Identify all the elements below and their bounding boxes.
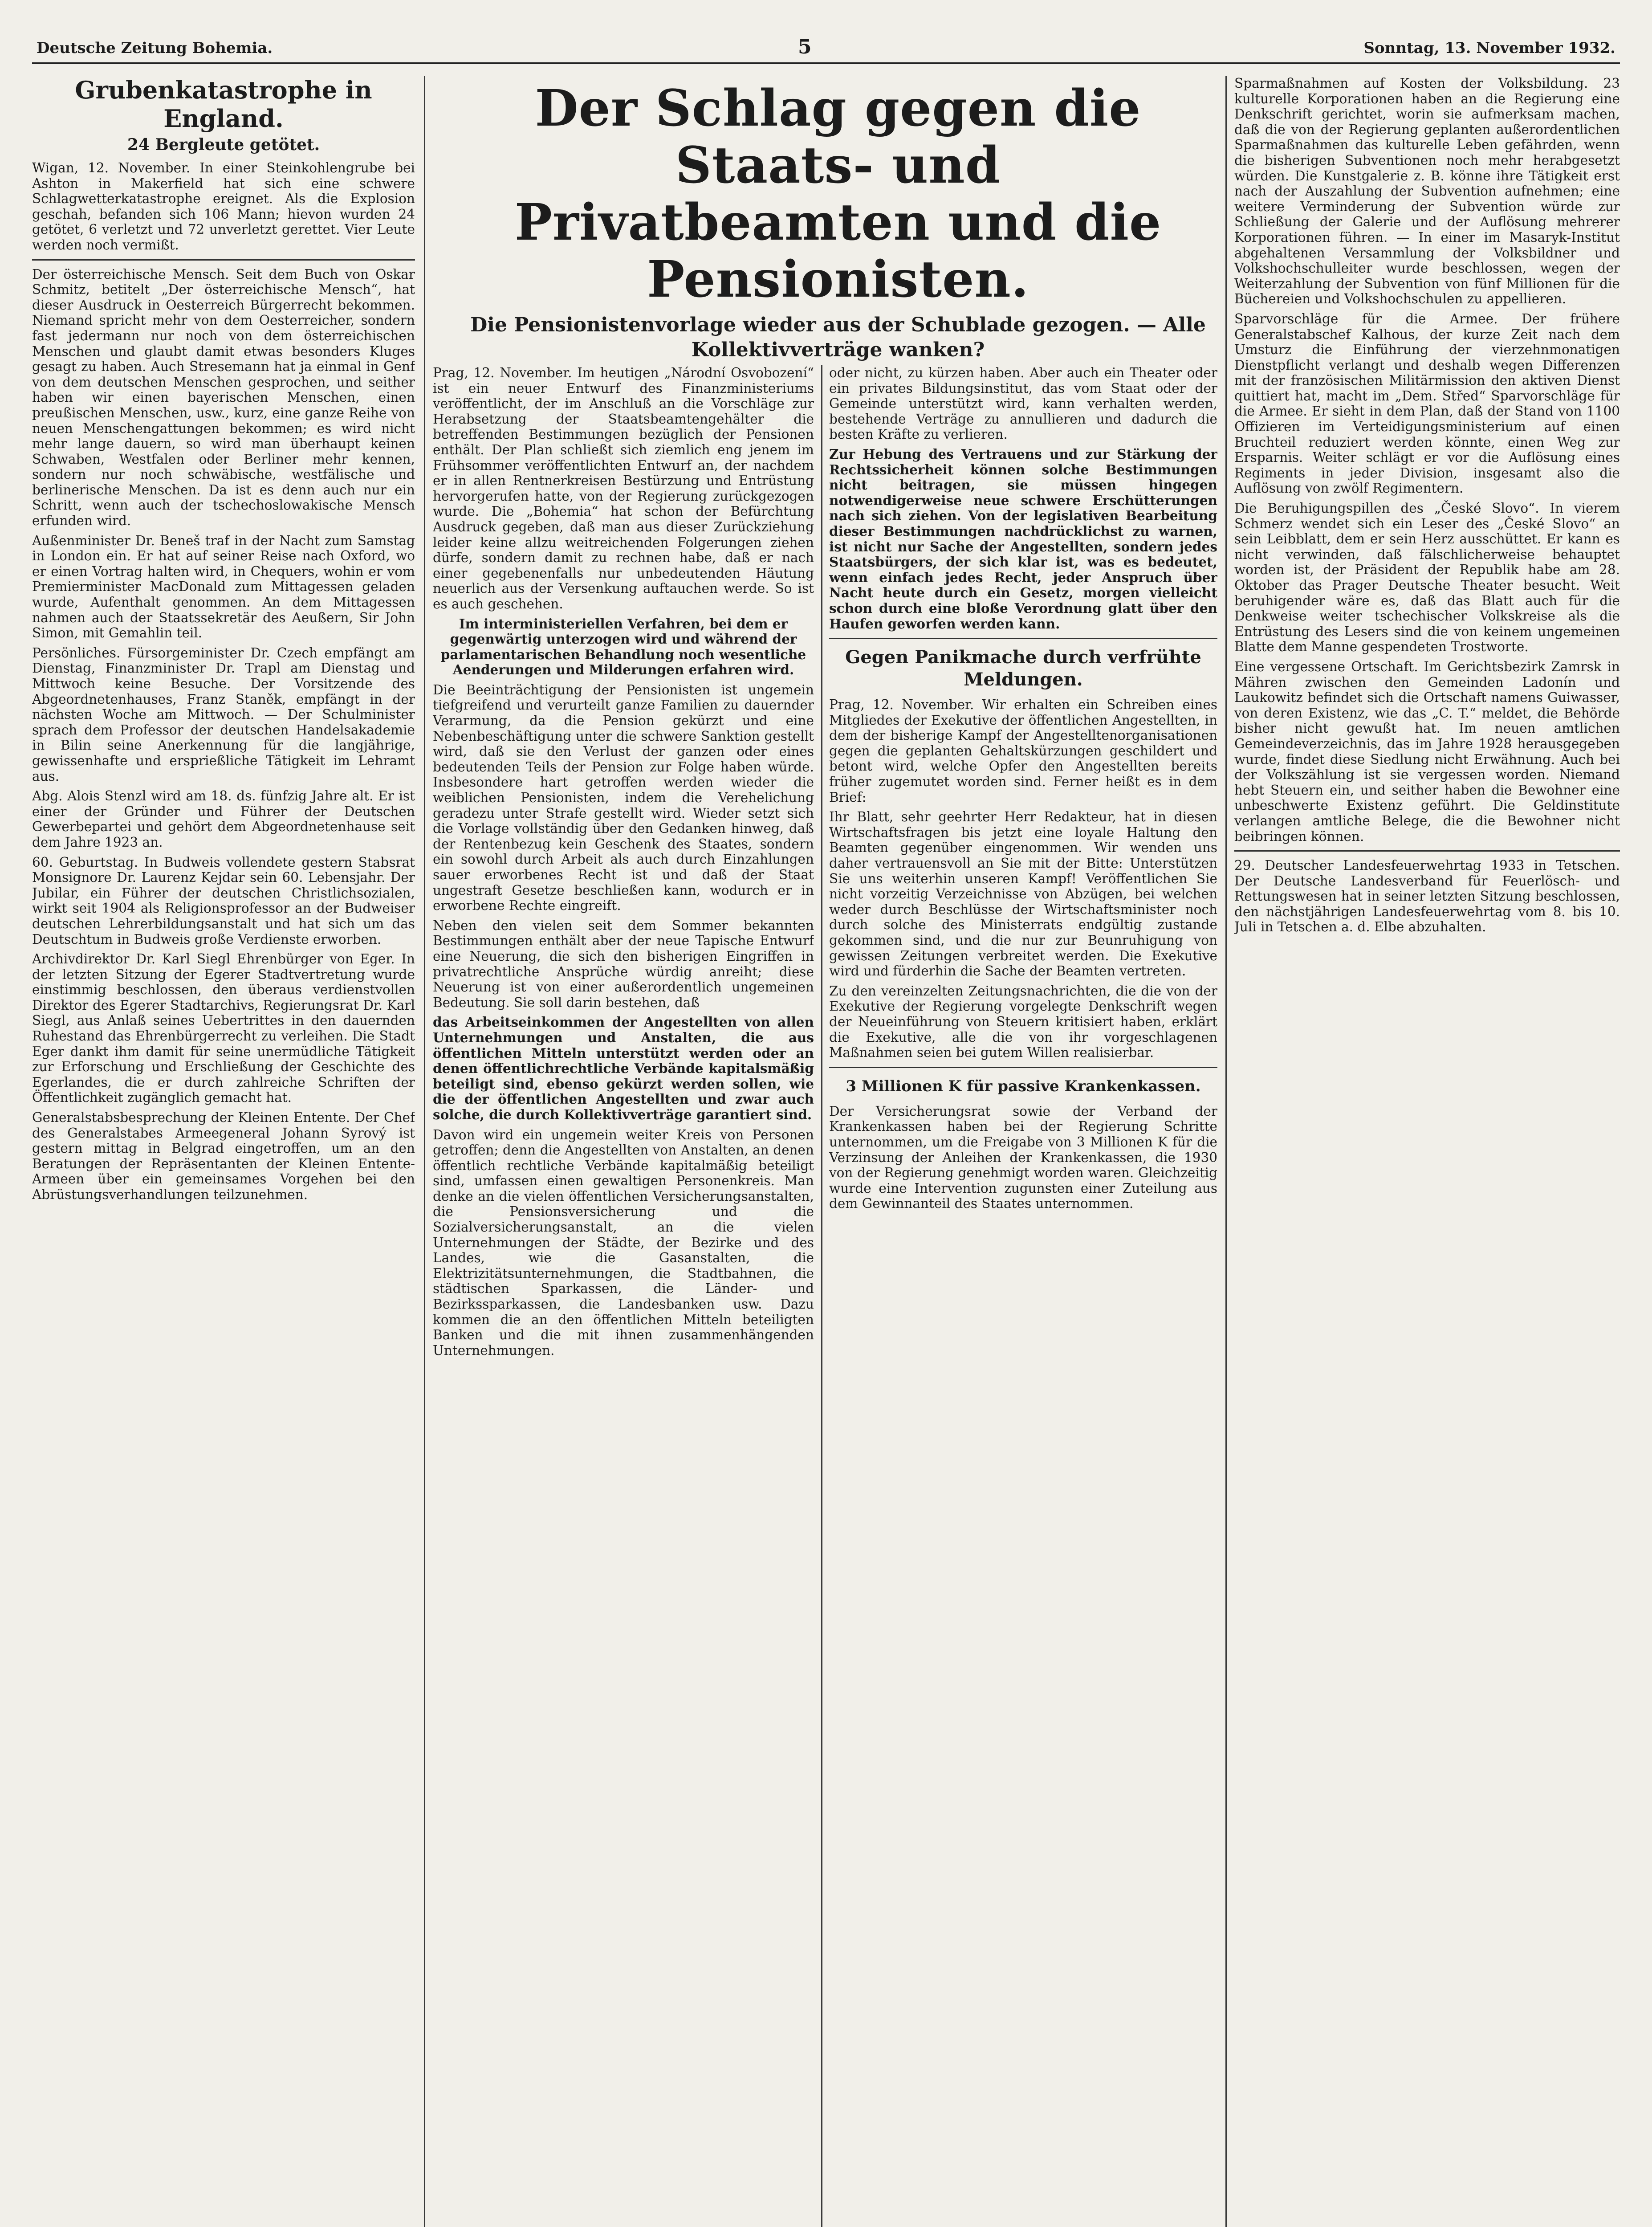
column-rule [424, 76, 425, 2227]
paragraph: Wigan, 12. November. In einer Steinkohlengrube bei Ashton in Makerfield hat sich eine schwere Schlagwetterkatastrophe ereignet. Als die Explosion geschah, befanden sich 106 Mann; hievon wurden 24 getötet, 6 verletzt und 72 unverletzt gerettet. Vier Leute werden noch vermißt. [32, 160, 415, 253]
page-number: 5 [798, 36, 812, 58]
paragraph: Außenminister Dr. Beneš traf in der Nacht zum Samstag in London ein. Er hat auf seiner Reise nach Oxford, wo er einen Vortrag halten wird, in Chequers, wohin er vom Premierminister MacDonald zum Mittagessen geladen wurde, Aufenthalt genommen. An dem Mittagessen nahmen auch der Staatssekretär des Aeußern, Sir John Simon, mit Gemahlin teil. [32, 533, 415, 641]
divider [32, 259, 415, 261]
paragraph: Sparvorschläge für die Armee. Der frühere Generalstabschef Kalhous, der kurze Zeit nach dem Umsturz die Einführung der vierzehnmonatigen Dienstpflicht verlangt und deshalb wegen Differenzen mit der französischen Militärmission den aktiven Dienst quittiert hat, macht im „Dem. Střed“ Sparvorschläge für die Armee. Er sieht in dem Plan, daß der Stand von 1100 Offizieren im Verteidigungsministerium auf einen Bruchteil reduziert werden könnte, einen Weg zur Ersparnis. Weiter schlägt er vor die Auflösung eines Regiments in jeder Division, insgesamt also die Auflösung von zwölf Regimentern. [1234, 311, 1620, 496]
headline-line-1: Der Schlag gegen die Staats- und [535, 79, 1141, 195]
paragraph: Persönliches. Fürsorgeminister Dr. Czech empfängt am Dienstag, Finanzminister Dr. Trapl am Dienstag und Mittwoch keine Besuche. Der Vorsitzende des Abgeordnetenhauses, Franz Staněk, empfängt in der nächsten Woche am Mittwoch. — Der Schulminister sprach dem Professor der deutschen Handelsakademie in Bilin seine Anerkennung für die langjährige, gewissenhafte und ersprießliche Tätigkeit im Lehramt aus. [32, 645, 415, 784]
paragraph: Archivdirektor Dr. Karl Siegl Ehrenbürger von Eger. In der letzten Sitzung der Egerer Stadtvertretung wurde einstimmig beschlossen, den überaus verdienstvollen Direktor des Egerer Stadtarchivs, Regierungsrat Dr. Karl Siegl, aus Anlaß seines Uebertrittes in den dauernden Ruhestand das Ehrenbürgerrecht zu verleihen. Die Stadt Eger dankt ihm damit für seine unermüdliche Tätigkeit zur Erforschung und Erschließung der Geschichte des Egerlandes, die er durch zahlreiche Schriften der Öffentlichkeit zugänglich gemacht hat. [32, 951, 415, 1105]
article-title-panic: Gegen Panikmache durch verfrühte Meldungen. [845, 647, 1201, 690]
column-rule [1225, 76, 1227, 2227]
paragraph: Neben den vielen seit dem Sommer bekannten Bestimmungen enthält aber der neue Tapische Entwurf eine Neuerung, die sich den bisherigen Eingriffen in privatrechtliche Ansprüche würdig anreiht; diese Neuerung ist von einer außerordentlich ungemeinen Bedeutung. Sie soll darin bestehen, daß [433, 918, 814, 1010]
column-2 [433, 365, 814, 2227]
headline-line-2: Privatbeamten und die Pensionisten. [514, 193, 1162, 309]
paragraph: Sparmaßnahmen auf Kosten der Volksbildung. 23 kulturelle Korporationen haben an die Regierung eine Denkschrift gerichtet, worin sie aufmerksam machen, daß die von der Regierung geplanten außerordentlichen Sparmaßnahmen das kulturelle Leben gefährden, wenn die bisherigen Subventionen noch mehr herabgesetzt würden. Die Kunstgalerie z. B. könne ihre Tätigkeit erst nach der Auszahlung der Subvention aufnehmen; eine weitere Verminderung der Subvention würde zur Schließung der Galerie und der Auflösung mehrerer Korporationen führen. — In einer im Masaryk-Institut abgehaltenen Versammlung der Volksbildner und Volkshochschulleiter wurde beschlossen, wegen der Weiterzahlung der Subvention von fünf Millionen für die Büchereien und Volkshochschulen zu appellieren. [1234, 76, 1620, 307]
masthead [32, 27, 1620, 64]
column-4 [1234, 76, 1620, 2227]
paragraph: oder nicht, zu kürzen haben. Aber auch ein Theater oder ein privates Bildungsinstitut, das vom Staat oder der Gemeinde unterstützt wird, kann verhalten werden, bestehende Verträge zu annullieren und dadurch die besten Kräfte zu verlieren. [829, 365, 1217, 442]
newspaper-page [32, 27, 1620, 2227]
paragraph: Die Beruhigungspillen des „České Slovo“. In vierem Schmerz wendet sich ein Leser des „České Slovo“ an sein Leibblatt, dem er sein Herz ausschüttet. Er kann es nicht verwinden, daß fälschlicherweise behauptet worden ist, der Präsident der Republik habe am 28. Oktober das Prager Deutsche Theater besucht. Weit beruhigender wäre es, daß das Blatt auch für die Denkweise weiter tschechischer Volkskreise als die Entrüstung des Lesers sind die von keinem ungemeinen Blatte dem Manne gespendeten Trostworte. [1234, 501, 1620, 655]
masthead-paper-name: Deutsche Zeitung Bohemia. [37, 39, 273, 57]
paragraph: Der Versicherungsrat sowie der Verband der Krankenkassen haben bei der Regierung Schritte unternommen, um die Freigabe von 3 Millionen K für die Verzinsung der Anleihen der Krankenkassen, die 1930 von der Regierung genehmigt worden waren. Gleichzeitig wurde eine Intervention zugunsten einer Zuteilung aus dem Gewinnanteil des Staates unternommen. [829, 1103, 1217, 1211]
paragraph: Ihr Blatt, sehr geehrter Herr Redakteur, hat in diesen Wirtschaftsfragen bis jetzt eine loyale Haltung den Beamten gegenüber eingenommen. Wir wenden uns daher vertrauensvoll an Sie mit der Bitte: Unterstützen Sie uns weiterhin unseren Kampf! Veröffentlichen Sie nicht vorzeitig Verzeichnisse von Abzügen, bei welchen weder durch Beschlüsse der Wirtschaftsminister noch durch solche des Ministerrats endgültig zustande gekommen sind, und die nur zur Beunruhigung von gewissen Zeitungen verbreitet werden. Die Exekutive wird und fürderhin die Sache der Beamten vertreten. [829, 809, 1217, 979]
column-1 [32, 76, 415, 2227]
paragraph: Prag, 12. November. Im heutigen „Národní Osvobození“ ist ein neuer Entwurf des Finanzministeriums veröffentlicht, der im Anschluß an die Vorschläge zur Herabsetzung der Staatsbeamtengehälter die betreffenden Bestimmungen bezüglich der Pensionen enthält. Der Plan schließt sich ziemlich eng jenem im Frühsommer veröffentlichten Entwurf an, der nachdem er in allen Rentnerkreisen Bestürzung und Entrüstung hervorgerufen hatte, von der Regierung zurückgezogen wurde. Die „Bohemia“ hat schon der Befürchtung Ausdruck gegeben, daß man aus dieser Zurückziehung leider keine allzu weitreichenden Folgerungen ziehen dürfe, sondern damit zu rechnen habe, daß er nach einer gegebenenfalls nur unbedeutenden Häutung neuerlich aus der Versenkung auftauchen werde. So ist es auch geschehen. [433, 365, 814, 612]
article-subtitle-mine-disaster: 24 Bergleute getötet. [127, 135, 320, 154]
headline-subtitle: Die Pensionistenvorlage wieder aus der Schublade gezogen. — Alle Kollektivverträge wanken? [470, 314, 1206, 361]
divider [1234, 850, 1620, 852]
paragraph: Davon wird ein ungemein weiter Kreis von Personen getroffen; denn die Angestellten von Anstalten, an denen öffentlich rechtliche Verbände kapitalmäßig beteiligt sind, umfassen einen gewaltigen Personenkreis. Man denke an die vielen öffentlichen Versicherungsanstalten, die Pensionsversicherung und die Sozialversicherungsanstalt, an die vielen Unternehmungen der Städte, der Bezirke und des Landes, wie die Gasanstalten, die Elektrizitätsunternehmungen, die Stadtbahnen, die städtischen Sparkassen, die Länder- und Bezirkssparkassen, die Landesbanken usw. Dazu kommen die an den öffentlichen Mitteln beteiligten Banken und die mit ihnen zusammenhängenden Unternehmungen. [433, 1127, 814, 1358]
main-headline [455, 80, 1221, 363]
paragraph: Der österreichische Mensch. Seit dem Buch von Oskar Schmitz, betitelt „Der österreichische Mensch“, hat dieser Ausdruck in Oesterreich Bürgerrecht bekommen. Niemand spricht mehr von dem Oesterreicher, sondern fast jedermann nur noch von dem österreichischen Menschen und glaubt damit etwas besonders Kluges gesagt zu haben. Auch Stresemann hat ja einmal in Genf von dem deutschen Menschen gesprochen, und seither haben wir einen bayerischen Menschen, einen preußischen Menschen, usw., kurz, eine ganze Reihe von neuen Menschengattungen bekommen; es wird nicht mehr lange dauern, so wird man überhaupt keinen Schwaben, Westfalen oder Berliner mehr kennen, sondern nur noch schwäbische, westfälische und berlinerische Menschen. Da ist es denn auch nur ein Schritt, wenn auch der tschechoslowakische Mensch erfunden wird. [32, 266, 415, 529]
paragraph: Eine vergessene Ortschaft. Im Gerichtsbezirk Zamrsk in Mähren zwischen den Gemeinden Ladonín und Laukowitz befindet sich die Ortschaft namens Guiwasser, von deren Existenz, wie das „C. T.“ meldet, die Behörde bisher nicht gewußt hat. Im neuen amtlichen Gemeindeverzeichnis, das im Jahre 1928 herausgegeben wurde, findet diese Siedlung nicht Erwähnung. Auch bei der Volkszählung ist sie vergessen worden. Niemand hebt Steuern ein, und seither haben die Bewohner eine unbeschwerte Existenz geführt. Die Geldinstitute verlangen amtliche Belege, die die Bewohner nicht beibringen können. [1234, 659, 1620, 844]
column-3 [829, 365, 1217, 2227]
column-rule [821, 365, 822, 2227]
divider [829, 638, 1217, 639]
paragraph: 29. Deutscher Landesfeuerwehrtag 1933 in Tetschen. Der Deutsche Landesverband für Feuerlösch- und Rettungswesen hat in seiner letzten Sitzung beschlossen, den nächstjährigen Landesfeuerwehrtag vom 8. bis 10. Juli in Tetschen a. d. Elbe abzuhalten. [1234, 858, 1620, 935]
masthead-date: Sonntag, 13. November 1932. [1363, 39, 1615, 57]
paragraph-bold: das Arbeitseinkommen der Angestellten von allen Unternehmungen und Anstalten, die aus öffentlichen Mitteln unterstützt werden oder an denen öffentlichrechtliche Verbände kapitalsmäßig beteiligt sind, ebenso gekürzt werden sollen, wie die der öffentlichen Angestellten und zwar auch solche, die durch Kollektivverträge garantiert sind. [433, 1014, 814, 1122]
article-title-health-funds: 3 Millionen K für passive Krankenkassen. [846, 1077, 1201, 1095]
paragraph: Abg. Alois Stenzl wird am 18. ds. fünfzig Jahre alt. Er ist einer der Gründer und Führer der Deutschen Gewerbepartei und gehört dem Abgeordnetenhause seit dem Jahre 1923 an. [32, 788, 415, 850]
paragraph-bold: Zur Hebung des Vertrauens und zur Stärkung der Rechtssicherheit können solche Bestimmungen nicht beitragen, sie müssen hingegen notwendigerweise neue schwere Erschütterungen nach sich ziehen. Von der legislativen Bearbeitung dieser Bestimmungen nachdrücklichst zu warnen, ist nicht nur Sache der Angestellten, sondern jedes Staatsbürgers, der sich klar ist, was es bedeutet, wenn einfach jedes Recht, jeder Anspruch über Nacht heute durch ein Gesetz, morgen vielleicht schon durch eine bloße Verordnung glatt über den Haufen geworfen werden kann. [829, 446, 1217, 632]
paragraph-bold: Im interministeriellen Verfahren, bei dem er gegenwärtig unterzogen wird und während der parlamentarischen Behandlung noch wesentliche Aenderungen und Milderungen erfahren wird. [440, 616, 806, 678]
paragraph: 60. Geburtstag. In Budweis vollendete gestern Stabsrat Monsignore Dr. Laurenz Kejdar sein 60. Lebensjahr. Der Jubilar, ein Führer der deutschen Christlichsozialen, wirkt seit 1904 als Religionsprofessor an der Budweiser deutschen Lehrerbildungsanstalt und hat sich um das Deutschtum in Budweis große Verdienste erworben. [32, 854, 415, 947]
paragraph: Die Beeinträchtigung der Pensionisten ist ungemein tiefgreifend und verurteilt ganze Familien zu dauernder Verarmung, da die Pension gekürzt und eine Nebenbeschäftigung unter die schwere Sanktion gestellt wird, daß sie den Verlust der ganzen oder eines bedeutenden Teils der Pension zur Folge haben würde. Insbesondere hart getroffen werden wieder die weiblichen Pensionisten, indem die Verehelichung geradezu unter Strafe gestellt wird. Wieder setzt sich die Vorlage vollständig über den Gedanken hinweg, daß der Rentenbezug kein Geschenk des Staates, sondern ein sowohl durch Arbeit als auch durch Einzahlungen sauer erworbenes Recht ist und daß der Staat ungestraft Gesetze beschließen kann, wodurch er in erworbene Rechte eingreift. [433, 682, 814, 914]
paragraph: Generalstabsbesprechung der Kleinen Entente. Der Chef des Generalstabes Armeegeneral Johann Syrový ist gestern mittag in Belgrad eingetroffen, um an den Beratungen der Repräsentanten der Kleinen Entente-Armeen über ein gemeinsames Vorgehen bei den Abrüstungsverhandlungen teilzunehmen. [32, 1110, 415, 1202]
article-title-mine-disaster: Grubenkatastrophe in England. [75, 76, 372, 133]
divider [829, 1067, 1217, 1068]
paragraph: Zu den vereinzelten Zeitungsnachrichten, die die von der Exekutive der Regierung vorgelegte Denkschrift wegen der Neueinführung von Steuern kritisiert haben, erklärt die Exekutive, alle die von ihr vorgeschlagenen Maßnahmen seien bei gutem Willen realisierbar. [829, 983, 1217, 1060]
paragraph: Prag, 12. November. Wir erhalten ein Schreiben eines Mitgliedes der Exekutive der öffentlichen Angestellten, in dem der bisherige Kampf der Angestelltenorganisationen gegen die geplanten Gehaltskürzungen geschildert und betont wird, welche Opfer den Angestellten bereits früher zugemutet worden sind. Ferner heißt es in dem Brief: [829, 697, 1217, 805]
